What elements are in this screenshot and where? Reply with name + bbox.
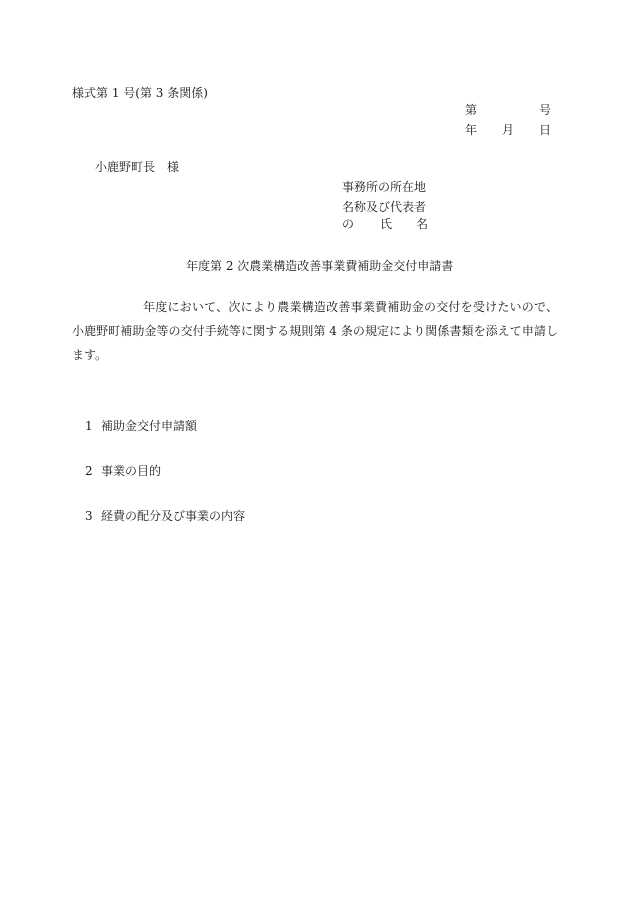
document-number-suffix: 号	[539, 103, 552, 117]
form-number: 様式第 1 号(第 3 条関係)	[72, 86, 208, 100]
list-item	[85, 465, 161, 477]
list-item-number: 2	[85, 464, 93, 478]
list-item-label: 事業の目的	[101, 464, 162, 478]
representative-name-label-no: の	[342, 217, 355, 231]
list-item-label: 経費の配分及び事業の内容	[101, 509, 246, 523]
list-item-number: 3	[85, 509, 93, 523]
representative-name-label-shi: 氏	[380, 217, 393, 231]
representative-title-label: 名称及び代表者	[342, 200, 427, 214]
list-item-number: 1	[85, 419, 93, 433]
document-number-label: 第	[465, 103, 478, 117]
list-item-label: 補助金交付申請額	[101, 419, 198, 433]
representative-name-label-mei: 名	[416, 217, 429, 231]
list-item	[85, 510, 245, 522]
document-title: 年度第 2 次農業構造改善事業費補助金交付申請書	[186, 259, 454, 273]
date-month-label: 月	[502, 123, 515, 137]
date-year-label: 年	[465, 123, 478, 137]
date-day-label: 日	[539, 123, 552, 137]
list-item	[85, 420, 197, 432]
body-paragraph: 年度において、次により農業構造改善事業費補助金の交付を受けたいので、小鹿野町補助金等の交付手続等に関する規則第 4 条の規定により関係書類を添えて申請します。	[72, 300, 558, 362]
addressee: 小鹿野町長 様	[95, 160, 180, 174]
office-address-label: 事務所の所在地	[342, 180, 427, 194]
